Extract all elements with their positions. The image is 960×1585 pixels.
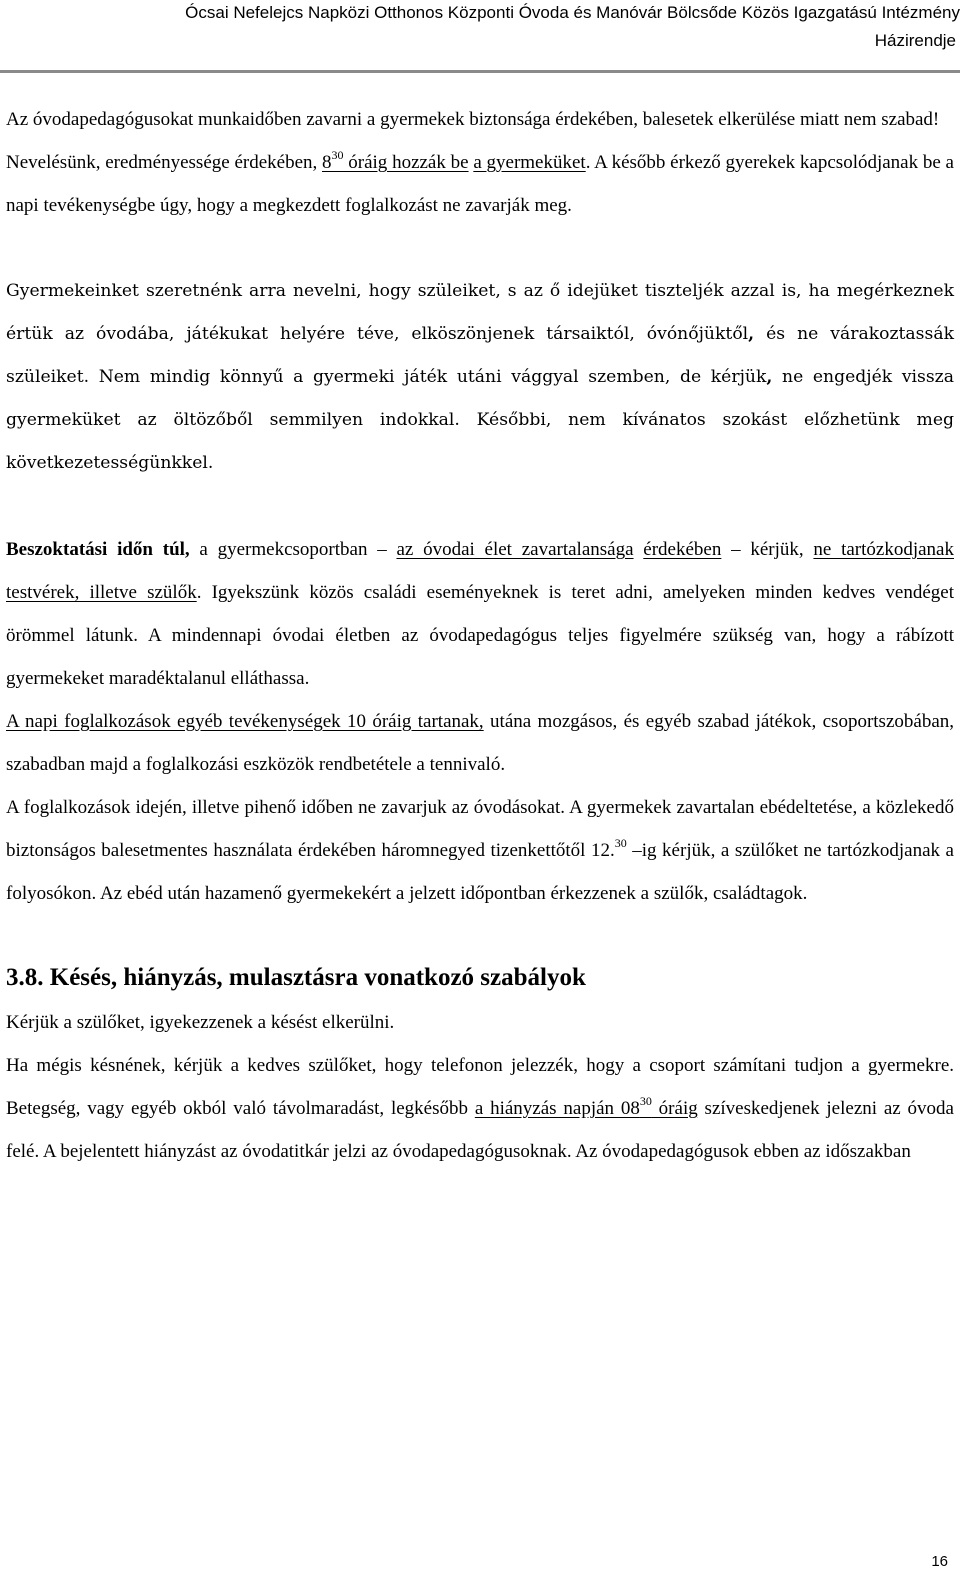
- paragraph-absence: Ha mégis késnének, kérjük a kedves szülőket, hogy telefonon jelezzék, hogy a csoport számítani tudjon a gyermekre. Betegség, vagy egyéb okból való távolmaradást, legkésőbb a hiányzás napján $08^{30}$ óráig szíveskedjenek jelezni az óvoda felé. A bejelentett hiányzást az óvodatitkár jelzi az óvodapedagógusoknak. Az óvodapedagógusok ebben az időszakban: [6, 1055, 954, 1162]
- paragraph-settling-in: Beszoktatási időn túl, a gyermekcsoportban – az óvodai élet zavartalansága érdekében – kérjük, ne tartózkodjanak testvérek, illetve szülők. Igyekszünk közös családi eseményeknek is teret adni, amelyeken minden kedves vendéget örömmel látunk. A mindennapi óvodai életben az óvodapedagógus teljes figyelmére szükség van, hogy a rábízott gyermekeket maradéktalanul elláthassa.: [6, 539, 954, 689]
- document-body: [6, 98, 954, 1173]
- paragraph-staff-disturbance: Az óvodapedagógusokat munkaidőben zavarni a gyermekek biztonsága érdekében, balesetek elkerülése miatt nem szabad!: [6, 109, 940, 130]
- paragraph-arrival-time: Nevelésünk, eredményessége érdekében, $8^{30}$ óráig hozzák be a gyermeküket. A később érkező gyerekek kapcsolódjanak be a napi tevékenységbe úgy, hogy a megkezdett foglalkozást ne zavarják meg.: [6, 148, 954, 216]
- paragraph-lateness: Kérjük a szülőket, igyekezzenek a késést elkerülni.: [6, 1012, 395, 1033]
- absence-deadline: a hiányzás napján $08^{30}$ óráig: [474, 1094, 698, 1119]
- paragraph-daily-activities: A napi foglalkozások egyéb tevékenységek 10 óráig tartanak, utána mozgásos, és egyéb szabad játékok, csoportszobában, szabadban majd a foglalkozási eszközök rendbetétele a tennivaló.: [6, 711, 954, 775]
- section-heading: 3.8. Késés, hiányzás, mulasztásra vonatkozó szabályok: [6, 964, 586, 991]
- header-document-title: Házirendje: [874, 31, 956, 50]
- header-institution: Ócsai Nefelejcs Napközi Otthonos Központi Óvoda és Manóvár Bölcsőde Közös Igazgatású Intézmény: [185, 3, 960, 22]
- page-number: 16: [931, 1553, 948, 1570]
- paragraph-rest-time: A foglalkozások idején, illetve pihenő időben ne zavarjuk az óvodásokat. A gyermekek zavartalan ebédeltetése, a közlekedő biztonságos balesetmentes használata érdekében háromnegyed tizenkettőtől 12.30 –ig kérjük, a szülőket ne tartózkodjanak a folyosókon. Az ebéd után hazamenő gyermekekért a jelzett időpontban érkezzenek a szülők, családtagok.: [6, 797, 954, 904]
- paragraph-respect-parents: Gyermekeinket szeretnénk arra nevelni, hogy szüleiket, s az ő idejüket tiszteljék azzal is, ha megérkeznek értük az óvodába, játékukat helyére téve, elköszönjenek társaiktól, óvónőjüktől, és ne várakoztassák szüleiket. Nem mindig könnyű a gyermeki játék utáni vággyal szemben, de kérjük, ne engedjék vissza gyermeküket az öltözőből semmilyen indokkal. Későbbi, nem kívánatos szokást előzhetünk meg következetességünkkel.: [6, 281, 954, 473]
- arrival-time: $8^{30}$ óráig hozzák be: [322, 148, 469, 173]
- header-divider: [0, 70, 960, 73]
